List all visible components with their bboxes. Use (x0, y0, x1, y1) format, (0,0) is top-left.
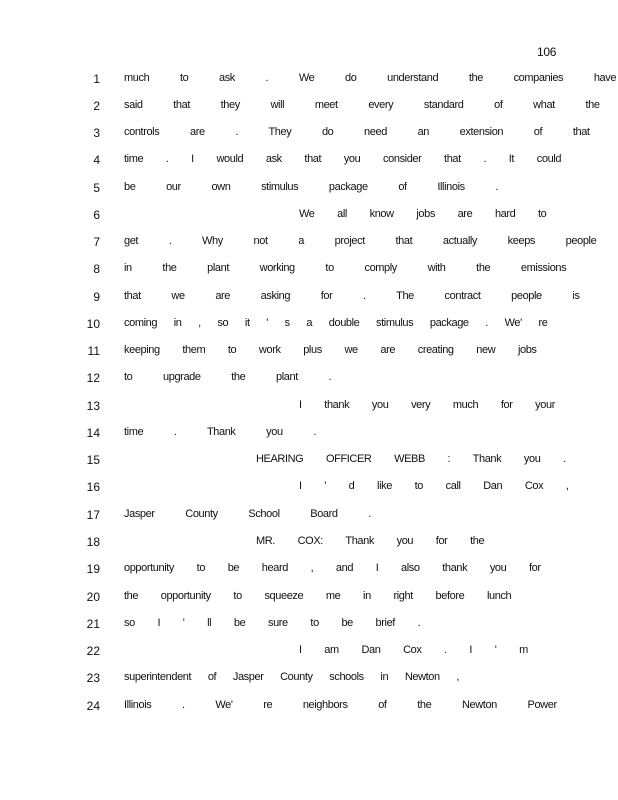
line-text: so I ' ll be sure to be brief . (124, 617, 421, 629)
line-number: 13 (86, 399, 100, 413)
line-text: coming in , so it ' s a double stimulus package . We' re (124, 317, 548, 329)
transcript-line (0, 344, 618, 364)
line-number: 12 (86, 371, 100, 385)
transcript-line (0, 562, 618, 582)
line-number: 14 (86, 426, 100, 440)
line-text: I thank you very much for your (299, 399, 555, 411)
line-text: I am Dan Cox . I ' m (299, 644, 528, 656)
transcript-line (0, 699, 618, 719)
line-number: 24 (86, 699, 100, 713)
line-text: We all know jobs are hard to (299, 208, 547, 220)
line-text: opportunity to be heard , and I also thank you for (124, 562, 541, 574)
line-text: I ' d like to call Dan Cox , (299, 480, 569, 492)
transcript-line (0, 208, 618, 228)
line-number: 1 (93, 72, 100, 86)
line-number: 5 (93, 181, 100, 195)
line-number: 16 (86, 480, 100, 494)
line-text: HEARING OFFICER WEBB : Thank you . (256, 453, 566, 465)
line-number: 21 (86, 617, 100, 631)
transcript-line (0, 590, 618, 610)
transcript-line (0, 644, 618, 664)
line-text: much to ask . We do understand the companies have (124, 72, 617, 84)
line-text: be our own stimulus package of Illinois . (124, 181, 499, 193)
line-text: that we are asking for . The contract people is (124, 290, 580, 302)
line-number: 11 (87, 344, 100, 358)
line-number: 15 (86, 453, 100, 467)
transcript-line (0, 262, 618, 282)
line-number: 3 (93, 126, 100, 140)
line-text: time . I would ask that you consider that . It could (124, 153, 562, 165)
line-text: controls are . They do need an extension of that (124, 126, 590, 138)
line-text: to upgrade the plant . (124, 371, 332, 383)
transcript-line (0, 181, 618, 201)
line-text: time . Thank you . (124, 426, 317, 438)
line-number: 10 (86, 317, 100, 331)
line-number: 23 (86, 671, 100, 685)
line-text: Illinois . We' re neighbors of the Newton Power (124, 699, 557, 711)
line-number: 18 (86, 535, 100, 549)
page-number: 106 (537, 45, 557, 59)
transcript-line (0, 453, 618, 473)
line-text: get . Why not a project that actually keeps people (124, 235, 597, 247)
transcript-line (0, 371, 618, 391)
line-text: superintendent of Jasper County schools in Newton , (124, 671, 460, 683)
line-text: said that they will meet every standard of what the (124, 99, 600, 111)
transcript-line (0, 99, 618, 119)
transcript-line (0, 126, 618, 146)
transcript-line (0, 235, 618, 255)
line-text: keeping them to work plus we are creating new jobs (124, 344, 537, 356)
transcript-line (0, 671, 618, 691)
transcript-line (0, 535, 618, 555)
transcript-line (0, 290, 618, 310)
transcript-line (0, 617, 618, 637)
line-number: 8 (93, 262, 100, 276)
line-number: 22 (86, 644, 100, 658)
transcript-line (0, 72, 618, 92)
transcript-line (0, 426, 618, 446)
transcript-line (0, 399, 618, 419)
line-text: in the plant working to comply with the emissions (124, 262, 567, 274)
line-number: 19 (86, 562, 100, 576)
line-number: 17 (86, 508, 100, 522)
transcript-line (0, 508, 618, 528)
line-number: 20 (86, 590, 100, 604)
transcript-line (0, 153, 618, 173)
line-number: 7 (93, 235, 100, 249)
transcript-line (0, 480, 618, 500)
line-number: 6 (93, 208, 100, 222)
line-text: the opportunity to squeeze me in right before lunch (124, 590, 512, 602)
line-text: MR. COX: Thank you for the (256, 535, 485, 547)
transcript-line (0, 317, 618, 337)
line-number: 9 (93, 290, 100, 304)
line-number: 4 (93, 153, 100, 167)
line-number: 2 (93, 99, 100, 113)
line-text: Jasper County School Board . (124, 508, 371, 520)
